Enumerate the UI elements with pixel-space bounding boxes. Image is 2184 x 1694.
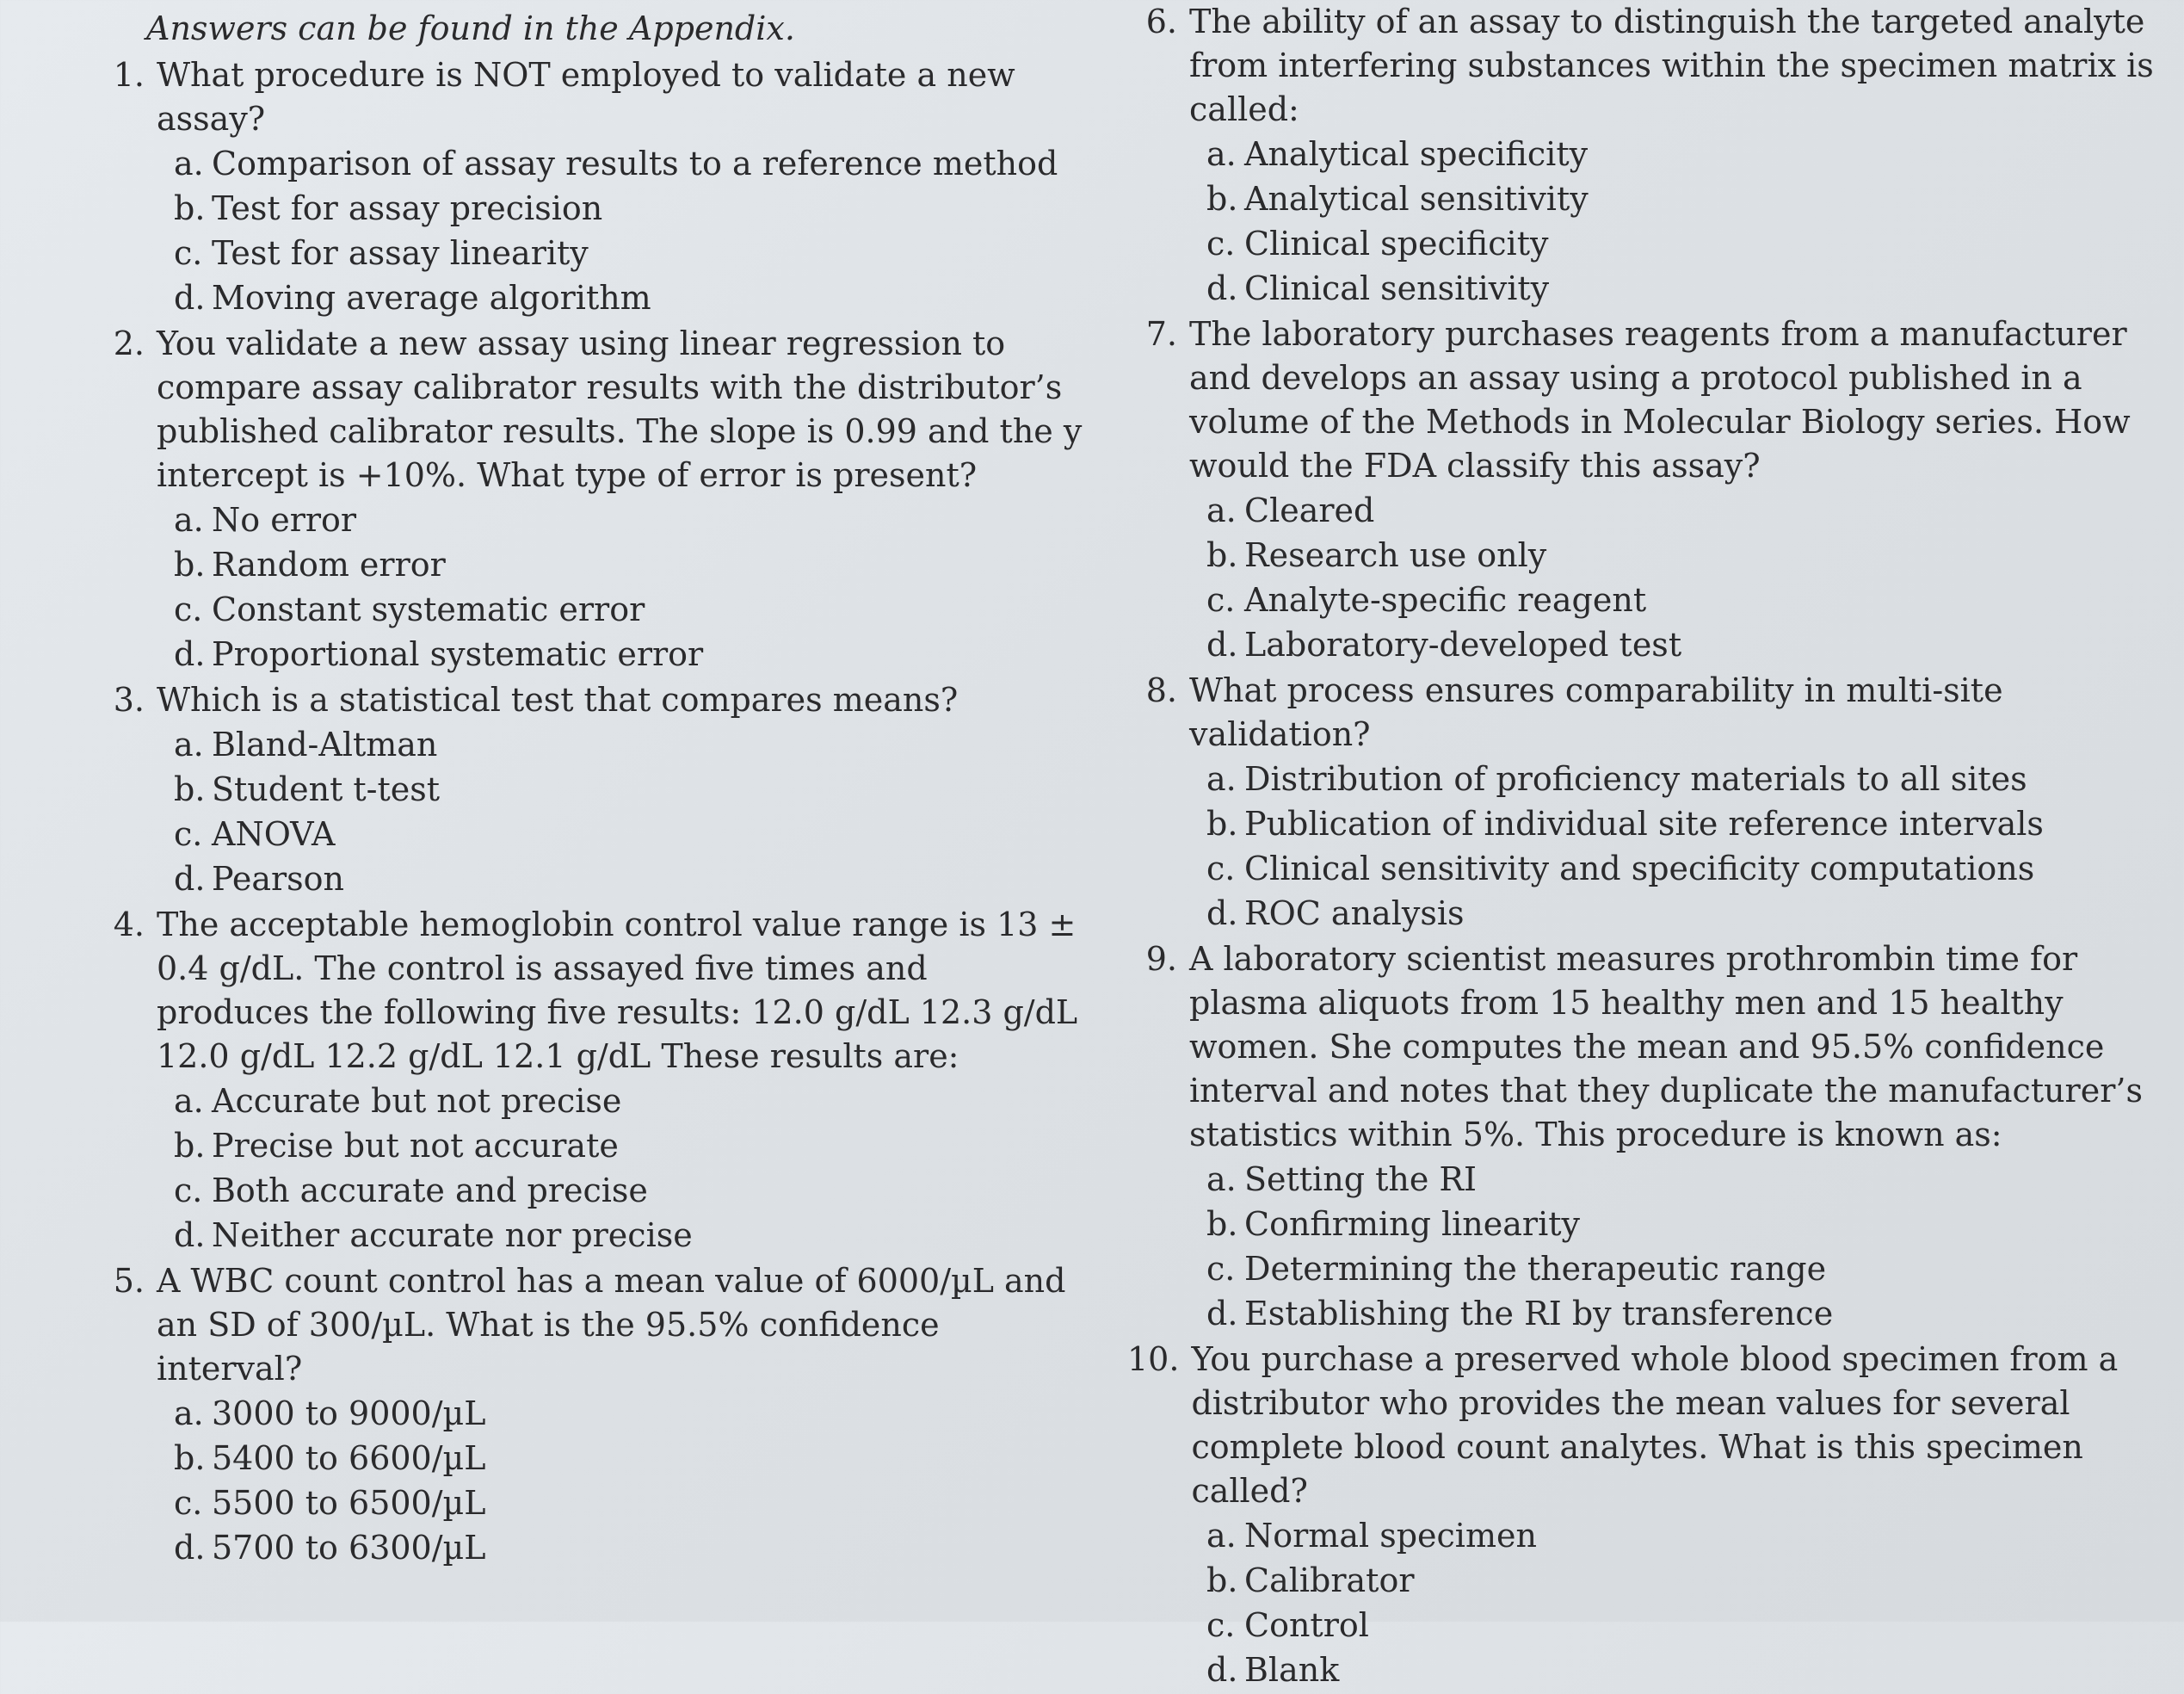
answer-option [1127, 1513, 2160, 1558]
option-text: Clinical specificity [1244, 225, 1549, 263]
option-text: Establishing the RI by transference [1244, 1295, 1834, 1332]
option-letter: d. [174, 1216, 206, 1254]
answer-options [1127, 1513, 2160, 1692]
option-letter: c. [1206, 1606, 1236, 1644]
answer-option [1127, 578, 2160, 622]
option-text: Proportional systematic error [212, 635, 704, 673]
option-letter: a. [1206, 1517, 1237, 1555]
question-number: 10. [1127, 1340, 1180, 1378]
option-letter: c. [174, 1172, 203, 1209]
question-number: 6. [1145, 3, 1177, 40]
answer-option [95, 632, 1084, 677]
question-stem [95, 53, 1084, 141]
option-text: Both accurate and precise [212, 1172, 648, 1209]
option-letter: d. [1206, 1295, 1238, 1332]
answer-option [1127, 757, 2160, 801]
answer-options [95, 141, 1084, 320]
question-block [95, 678, 1084, 901]
question-text: You purchase a preserved whole blood specimen from a distributor who provides the mean values for several complete blood count analytes. What is this specimen called? [1191, 1340, 2119, 1510]
option-text: Pearson [212, 860, 345, 898]
answer-options [1127, 488, 2160, 667]
option-letter: d. [174, 860, 206, 898]
answer-option [95, 1079, 1084, 1123]
option-letter: a. [1206, 760, 1237, 798]
question-block [95, 903, 1084, 1258]
option-text: Research use only [1244, 536, 1547, 574]
question-text: The acceptable hemoglobin control value range is 13 ± 0.4 g/dL. The control is assayed five times and produces the following five results: 12.0 g/dL 12.3 g/dL 12.0 g/dL 12.2 g/dL 12.1 g/dL These results are: [157, 906, 1078, 1075]
answer-option [95, 1525, 1084, 1570]
option-text: Blank [1244, 1651, 1340, 1689]
option-text: 5400 to 6600/µL [212, 1439, 486, 1477]
answer-option [95, 722, 1084, 767]
answer-options [95, 1391, 1084, 1570]
answer-option [1127, 891, 2160, 936]
option-text: Control [1244, 1606, 1369, 1644]
option-text: Accurate but not precise [212, 1082, 622, 1120]
option-text: Normal specimen [1244, 1517, 1537, 1555]
option-text: ANOVA [212, 815, 336, 853]
answer-option [95, 1168, 1084, 1213]
option-letter: a. [174, 726, 204, 764]
question-stem [1127, 312, 2160, 488]
option-text: Constant systematic error [212, 590, 645, 628]
answer-option [95, 812, 1084, 856]
answer-option [95, 231, 1084, 275]
question-number: 4. [113, 906, 145, 943]
option-letter: b. [174, 189, 206, 227]
option-text: 5500 to 6500/µL [212, 1484, 486, 1522]
right-column [1127, 0, 2160, 1694]
option-letter: a. [174, 1082, 204, 1120]
answer-option [95, 275, 1084, 320]
answer-option [1127, 533, 2160, 578]
option-letter: a. [174, 1394, 204, 1432]
answer-option [1127, 176, 2160, 221]
question-stem [95, 1259, 1084, 1391]
option-letter: b. [1206, 1561, 1238, 1599]
option-letter: c. [174, 590, 203, 628]
option-letter: c. [174, 1484, 203, 1522]
question-text: A WBC count control has a mean value of 6000/µL and an SD of 300/µL. What is the 95.5% confidence interval? [157, 1262, 1066, 1388]
question-stem [1127, 937, 2160, 1157]
option-text: Precise but not accurate [212, 1127, 619, 1165]
option-letter: d. [1206, 894, 1238, 932]
option-letter: d. [1206, 626, 1238, 664]
option-text: Determining the therapeutic range [1244, 1250, 1827, 1288]
option-text: Clinical sensitivity and specificity computations [1244, 850, 2035, 887]
option-letter: c. [1206, 225, 1236, 263]
option-text: Test for assay linearity [212, 234, 589, 272]
answer-option [1127, 1291, 2160, 1336]
left-question-list [95, 53, 1084, 1570]
option-text: No error [212, 501, 357, 539]
answer-option [1127, 1202, 2160, 1246]
option-letter: d. [174, 1529, 206, 1567]
question-block [1127, 669, 2160, 936]
answer-option [95, 767, 1084, 812]
answer-option [95, 1123, 1084, 1168]
answer-option [95, 542, 1084, 587]
option-text: Moving average algorithm [212, 279, 651, 317]
option-letter: d. [174, 635, 206, 673]
option-letter: b. [174, 1127, 206, 1165]
intro-note: Answers can be found in the Appendix. [146, 9, 795, 47]
option-text: Distribution of proficiency materials to all sites [1244, 760, 2027, 798]
answer-option [1127, 1648, 2160, 1692]
option-letter: a. [1206, 1160, 1237, 1198]
question-block [1127, 312, 2160, 667]
left-column [95, 0, 1084, 1572]
answer-option [95, 1213, 1084, 1258]
question-block [95, 1259, 1084, 1570]
answer-option [1127, 221, 2160, 266]
option-text: Calibrator [1244, 1561, 1415, 1599]
question-text: What procedure is NOT employed to validate a new assay? [157, 56, 1015, 138]
option-letter: c. [1206, 1250, 1236, 1288]
answer-options [95, 1079, 1084, 1258]
option-text: Comparison of assay results to a reference method [212, 145, 1058, 182]
option-text: Laboratory-developed test [1244, 626, 1682, 664]
question-number: 2. [113, 325, 145, 362]
question-block [95, 322, 1084, 677]
option-text: Clinical sensitivity [1244, 269, 1550, 307]
option-letter: a. [174, 145, 204, 182]
right-question-list [1127, 0, 2160, 1692]
question-number: 1. [113, 56, 145, 94]
answer-option [1127, 488, 2160, 533]
option-text: Publication of individual site reference intervals [1244, 805, 2044, 843]
question-stem [1127, 669, 2160, 757]
option-text: Confirming linearity [1244, 1205, 1580, 1243]
option-text: Setting the RI [1244, 1160, 1478, 1198]
question-stem [95, 678, 1084, 722]
option-letter: d. [174, 279, 206, 317]
option-text: Student t-test [212, 770, 441, 808]
question-stem [1127, 1338, 2160, 1513]
option-text: Analytical specificity [1244, 135, 1589, 173]
option-text: Neither accurate nor precise [212, 1216, 693, 1254]
question-number: 5. [113, 1262, 145, 1300]
option-text: ROC analysis [1244, 894, 1465, 932]
option-text: 3000 to 9000/µL [212, 1394, 486, 1432]
question-block [1127, 937, 2160, 1336]
option-text: Random error [212, 546, 446, 584]
option-letter: c. [1206, 581, 1236, 619]
option-letter: a. [1206, 492, 1237, 529]
answer-option [1127, 622, 2160, 667]
option-letter: a. [174, 501, 204, 539]
answer-option [1127, 132, 2160, 176]
question-number: 8. [1145, 671, 1177, 709]
question-text: You validate a new assay using linear regression to compare assay calibrator results with the distributor’s published calibrator results. The slope is 0.99 and the y intercept is +10%. What type of error is present? [157, 325, 1083, 494]
answer-option [95, 1436, 1084, 1481]
option-text: Analyte-specific reagent [1244, 581, 1647, 619]
question-stem [1127, 0, 2160, 132]
question-stem [95, 903, 1084, 1079]
question-stem [95, 322, 1084, 498]
option-letter: c. [1206, 850, 1236, 887]
answer-option [1127, 1246, 2160, 1291]
answer-options [1127, 757, 2160, 936]
option-letter: d. [1206, 269, 1238, 307]
option-letter: d. [1206, 1651, 1238, 1689]
question-text: Which is a statistical test that compares means? [157, 681, 959, 719]
option-text: Test for assay precision [212, 189, 603, 227]
option-text: 5700 to 6300/µL [212, 1529, 486, 1567]
question-block [1127, 0, 2160, 311]
answer-option [95, 1481, 1084, 1525]
answer-option [95, 587, 1084, 632]
answer-option [95, 186, 1084, 231]
question-block [95, 53, 1084, 320]
option-letter: b. [1206, 1205, 1238, 1243]
question-number: 3. [113, 681, 145, 719]
answer-options [95, 722, 1084, 901]
answer-option [1127, 801, 2160, 846]
question-number: 7. [1145, 315, 1177, 353]
answer-option [1127, 846, 2160, 891]
question-text: What process ensures comparability in multi-site validation? [1189, 671, 2003, 753]
answer-option [95, 498, 1084, 542]
option-letter: b. [1206, 805, 1238, 843]
question-text: A laboratory scientist measures prothrombin time for plasma aliquots from 15 healthy men and 15 healthy women. She computes the mean and 95.5% confidence interval and notes that they duplicate the manufacturer’s statistics within 5%. This procedure is known as: [1189, 940, 2143, 1153]
option-letter: b. [1206, 536, 1238, 574]
question-block [1127, 1338, 2160, 1692]
option-text: Analytical sensitivity [1244, 180, 1589, 218]
answer-options [1127, 1157, 2160, 1336]
option-letter: b. [174, 770, 206, 808]
answer-options [1127, 132, 2160, 311]
option-letter: c. [174, 815, 203, 853]
option-text: Cleared [1244, 492, 1375, 529]
question-number: 9. [1145, 940, 1177, 978]
option-letter: b. [174, 1439, 206, 1477]
answer-options [95, 498, 1084, 677]
option-letter: b. [174, 546, 206, 584]
answer-option [95, 141, 1084, 186]
answer-option [1127, 1603, 2160, 1648]
question-text: The laboratory purchases reagents from a manufacturer and develops an assay using a protocol published in a volume of the Methods in Molecular Biology series. How would the FDA classify this assay? [1189, 315, 2131, 485]
answer-option [1127, 1558, 2160, 1603]
answer-option [95, 856, 1084, 901]
option-letter: b. [1206, 180, 1238, 218]
answer-option [1127, 1157, 2160, 1202]
option-letter: a. [1206, 135, 1237, 173]
option-letter: c. [174, 234, 203, 272]
answer-option [1127, 266, 2160, 311]
answer-option [95, 1391, 1084, 1436]
option-text: Bland-Altman [212, 726, 438, 764]
question-text: The ability of an assay to distinguish the targeted analyte from interfering substances within the specimen matrix is called: [1189, 3, 2154, 128]
